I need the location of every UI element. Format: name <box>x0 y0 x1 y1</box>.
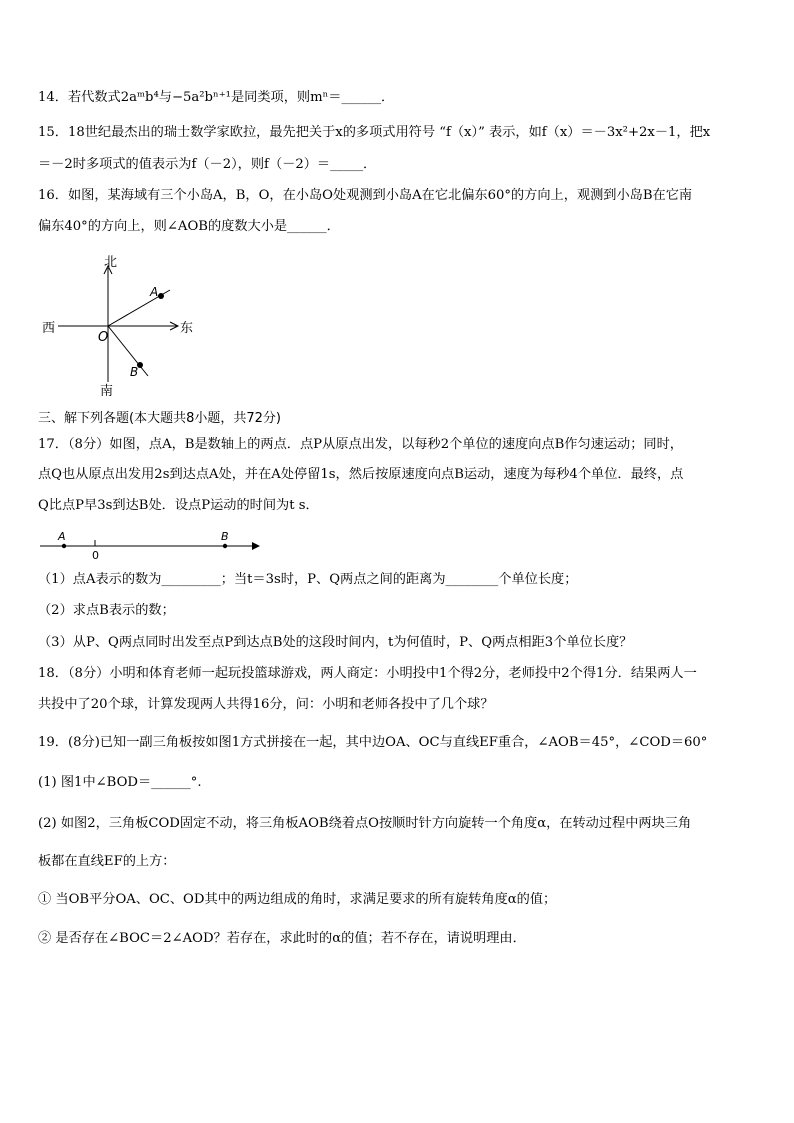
number-line-zero-label: 0 <box>92 549 99 562</box>
question-17-part-1: （1）点A表示的数为_________；当t＝3s时，P、Q两点之间的距离为________个单位长度； <box>38 572 578 587</box>
question-17-line-1: 17．（8分）如图，点A，B是数轴上的两点．点P从原点出发，以每秒2个单位的速度向点B作匀速运动；同时， <box>38 437 683 452</box>
question-15-line-2: ＝－2时多项式的值表示为f（－2），则f（－2）＝_____． <box>38 157 377 172</box>
question-19-line-1: 19．(8分)已知一副三角板按如图1方式拼接在一起，其中边OA、OC与直线EF重合，∠AOB＝45°，∠COD＝60° <box>38 735 708 750</box>
compass-east-label: 东 <box>180 321 194 336</box>
question-17-part-3: （3）从P、Q两点同时出发至点P到达点B处的这段时间内，t为何值时，P、Q两点相距3个单位长度？ <box>38 635 633 650</box>
origin-o-label: O <box>98 330 109 345</box>
question-17-part-2: （2）求点B表示的数； <box>38 603 175 618</box>
question-19-part-2-line-1: (2) 如图2，三角板COD固定不动，将三角板AOB绕着点O按顺时针方向旋转一个角度α，在转动过程中两块三角 <box>38 816 692 831</box>
question-16-line-1: 16．如图，某海域有三个小岛A，B，O，在小岛O处观测到小岛A在它北偏东60°的方向上，观测到小岛B在它南 <box>38 188 693 203</box>
question-17-line-3: Q比点P早3s到达B处．设点P运动的时间为t s． <box>38 498 319 513</box>
number-line-diagram <box>36 526 266 562</box>
question-17-line-2: 点Q也从原点出发用2s到达点A处，并在A处停留1s，然后按原速度向点B运动，速度为每秒4个单位．最终，点 <box>38 467 684 482</box>
number-line-b-label: B <box>221 530 229 543</box>
question-15-line-1: 15．18世纪最杰出的瑞士数学家欧拉，最先把关于x的多项式用符号 “f（x）” 表示，如f（x）＝－3x²+2x－1，把x <box>38 125 711 140</box>
question-16-line-2: 偏东40°的方向上，则∠AOB的度数大小是______． <box>38 219 340 234</box>
point-b-label: B <box>130 365 139 379</box>
compass-north-label: 北 <box>104 255 118 270</box>
question-19-item-2: ② 是否存在∠BOC＝2∠AOD？若存在，求此时的α的值；若不存在，请说明理由． <box>38 931 526 946</box>
question-19-part-1: (1) 图1中∠BOD＝______°. <box>38 775 202 790</box>
question-14: 14．若代数式2aᵐb⁴与−5a²bⁿ⁺¹是同类项，则mⁿ＝______． <box>38 90 395 105</box>
question-18-line-2: 共投中了20个球，计算发现两人共得16分，问：小明和老师各投中了几个球？ <box>38 697 494 712</box>
compass-south-label: 南 <box>100 384 114 399</box>
number-line-a-label: A <box>58 530 66 543</box>
question-19-item-1: ① 当OB平分OA、OC、OD其中的两边组成的角时，求满足要求的所有旋转角度α的值； <box>38 892 557 907</box>
section-heading: 三、解下列各题(本大题共8小题，共72分) <box>38 411 281 426</box>
point-a-label: A <box>150 285 159 299</box>
compass-west-label: 西 <box>42 321 56 336</box>
question-19-part-2-line-2: 板都在直线EF的上方： <box>38 854 176 869</box>
question-18-line-1: 18．（8分）小明和体育老师一起玩投篮球游戏，两人商定：小明投中1个得2分，老师投中2个得1分．结果两人一 <box>38 666 697 681</box>
compass-diagram <box>36 252 206 402</box>
